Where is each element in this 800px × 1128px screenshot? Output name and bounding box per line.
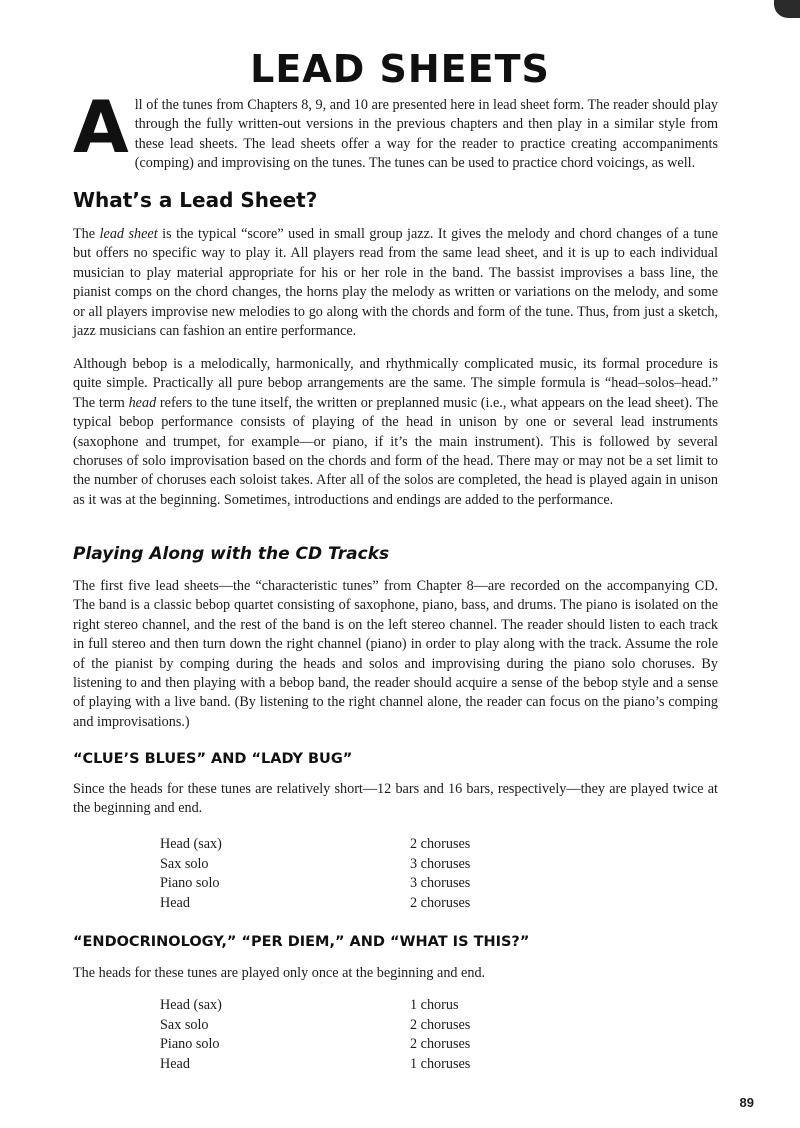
paragraph-lead-sheet-definition: The lead sheet is the typical “score” used in small group jazz. It gives the melody and chord changes of a tune but offers no specific way to play it. All players read from the same lead sheet, and it is up to each individual musician to play material appropriate for his or her role in the band. The bassist improvises a bass line, the pianist comps on the chord changes, the horns play the melody as written or variations on the melody, and some or all players improvise new melodies to go along with the chords and form of the tune. Thus, from just a sketch, jazz musicians can fashion an entire performance.	[73, 226, 719, 340]
chorus-schedule-table-1	[160, 836, 500, 914]
table-row: Head (sax) 2 choruses	[160, 836, 471, 852]
table-row: Head 1 choruses	[160, 1055, 471, 1072]
intro-paragraph	[73, 85, 718, 174]
page-number: 89	[739, 1095, 754, 1110]
paragraph-cd-tracks: The first five lead sheets—the “characteristic tunes” from Chapter 8—are recorded on the accompanying CD. The band is a classic bebop quartet consisting of saxophone, piano, bass, and drums. The piano is isolated on the right stereo channel, and the rest of the band is on the left stereo channel. The reader should listen to each track in full stereo and then turn down the right channel (piano) in order to play along with the track. Assume the role of the pianist by comping during the heads and solos and improvising during the piano solo choruses. By listening to and then playing with a bebop band, the reader should acquire a sense of the bebop style and a sense of playing with a live band. (By listening to the right channel alone, the reader can focus on the piano’s comping and improvisations.)	[73, 578, 718, 730]
paragraph-endocrinology: The heads for these tunes are played only once at the beginning and end.	[73, 965, 486, 981]
table-row: Piano solo 3 choruses	[160, 875, 471, 892]
section-heading-lead-sheet: What’s a Lead Sheet?	[73, 188, 318, 212]
section-heading-cd-tracks: Playing Along with the CD Tracks	[73, 544, 390, 564]
page-title: LEAD SHEETS	[250, 47, 550, 92]
term-lead-sheet: lead sheet	[99, 226, 158, 242]
table-row: Piano solo 2 choruses	[160, 1036, 471, 1053]
table-row: Head (sax) 1 chorus	[160, 997, 459, 1013]
chorus-schedule-table-2	[160, 997, 500, 1075]
paragraph-clues-blues: Since the heads for these tunes are relatively short—12 bars and 16 bars, respectively—they are played twice at the beginning and end.	[73, 781, 718, 817]
table-row: Head 2 choruses	[160, 894, 471, 911]
term-head: head	[128, 394, 157, 411]
subheading-endocrinology: “ENDOCRINOLOGY,” “PER DIEM,” AND “WHAT IS THIS?”	[73, 934, 530, 950]
drop-cap: A	[73, 85, 129, 169]
intro-text: ll of the tunes from Chapters 8, 9, and 10 are presented here in lead sheet form. The reader should play through the fully written-out versions in the previous chapters and then play in a similar style from these lead sheets. The lead sheets offer a way for the reader to practice creating accompaniments (comping) and improvising on the tunes. The tunes can be used to practice chord voicings, as well.	[134, 97, 718, 172]
table-row: Sax solo 2 choruses	[160, 1016, 471, 1033]
paragraph-bebop-form: Although bebop is a melodically, harmonically, and rhythmically complicated music, its formal procedure is quite simple. Practically all pure bebop arrangements are the same. The simple formula is “head–solos–head.” The term head refers to the tune itself, the written or preplanned music (i.e., what appears on the lead sheet). The typical bebop performance consists of playing of the head in unison by one or several lead instruments (saxophone and trumpet, for example—or piano, if it’s the main instrument). This is followed by several choruses of solo improvisation based on the chords and form of the head. There may or may not be a set limit to the number of choruses each soloist takes. After all of the solos are completed, the head is played again in unison as it was at the beginning. Sometimes, introductions and endings are added to the performance.	[73, 356, 718, 508]
page-corner-mark	[774, 0, 800, 18]
table-row: Sax solo 3 choruses	[160, 855, 471, 872]
subheading-clues-blues-lady-bug: “CLUE’S BLUES” AND “LADY BUG”	[73, 751, 353, 767]
